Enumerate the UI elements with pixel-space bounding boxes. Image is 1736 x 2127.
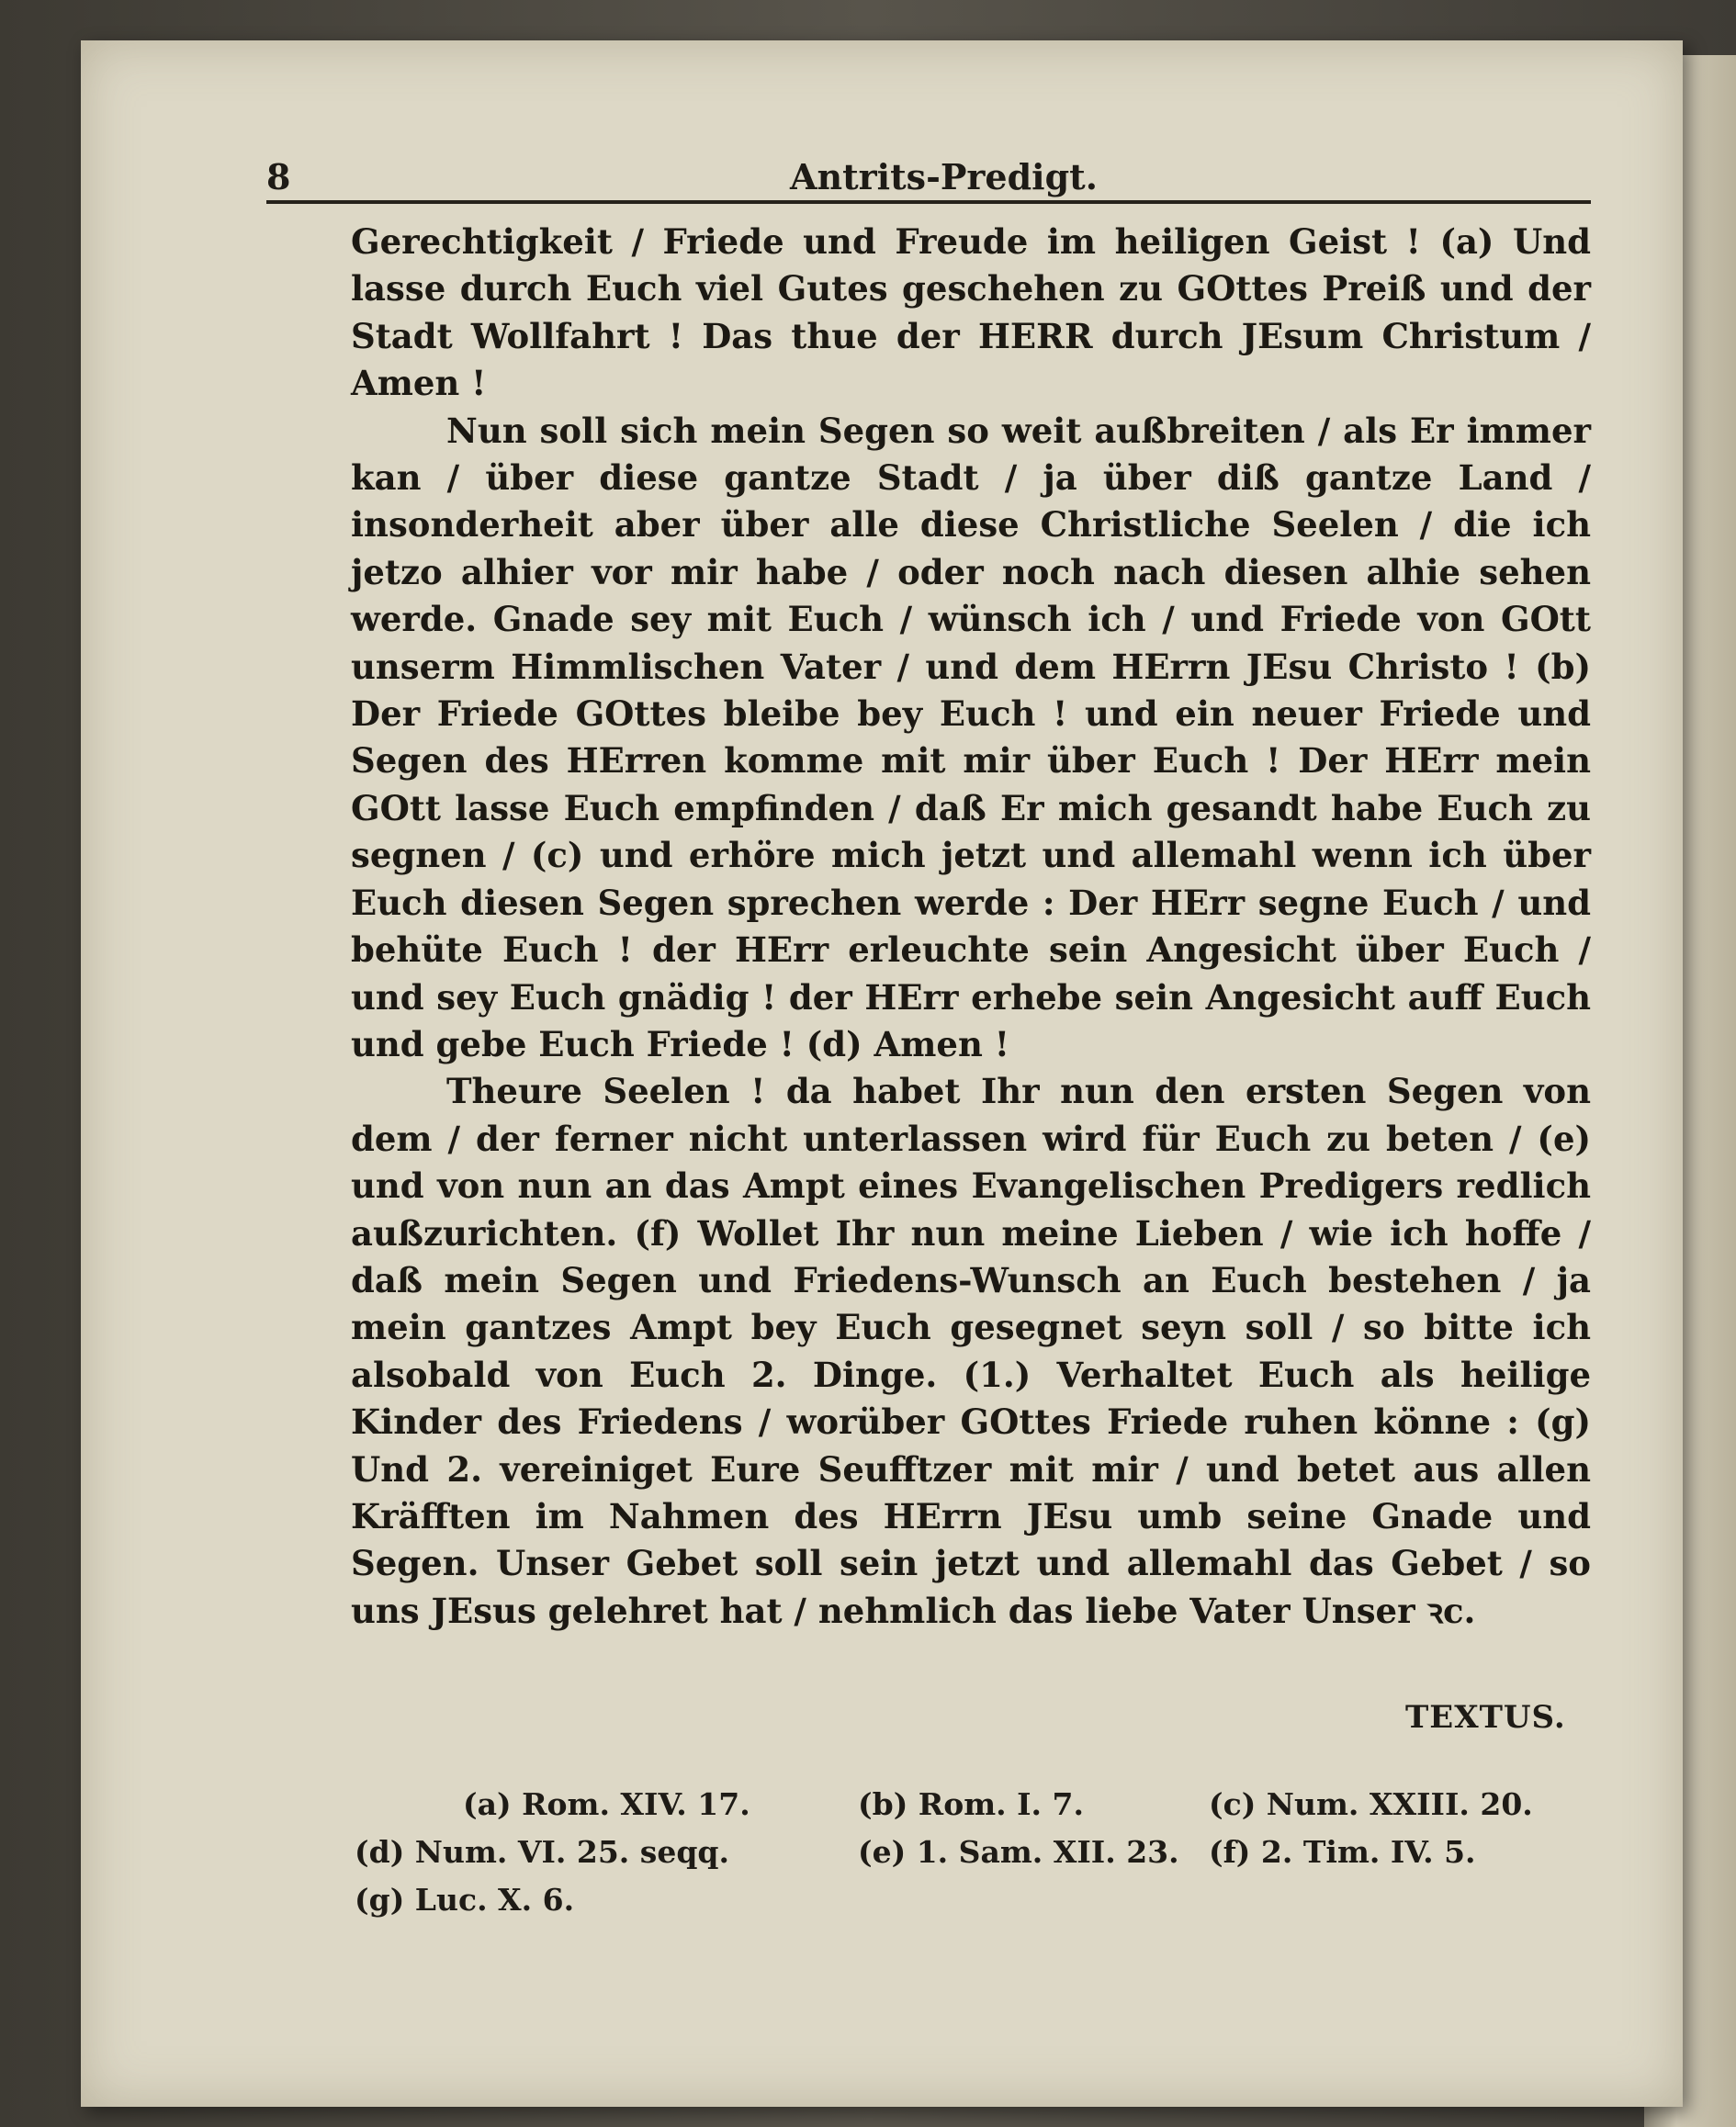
paragraph: Nun soll sich mein Segen so weit außbreiten / als Er immer kan / über diese gantze Stadt / ja über diß gantze Land / insonderheit aber über alle diese Christliche Seelen / die ich jetzo alhier vor mir habe / oder noch nach diesen alhie sehen werde. Gnade sey mit Euch / wünsch ich / und Friede von GOtt unserm Himmlischen Vater / und dem HErrn JEsu Christo ! (b) Der Friede GOttes bleibe bey Euch ! und ein neuer Friede und Segen des HErren komme mit mir über Euch ! Der HErr mein GOtt lasse Euch empfinden / daß Er mich gesandt habe Euch zu segnen / (c) und erhöre mich jetzt und allemahl wenn ich über Euch diesen Segen sprechen werde : Der HErr segne Euch / und behüte Euch ! der HErr erleuchte sein Angesicht über Euch / und sey Euch gnädig ! der HErr erhebe sein Angesicht auff Euch und gebe Euch Friede ! (d) Amen ! (351, 410, 1591, 1064)
textus-heading: TEXTUS. (1405, 1699, 1566, 1736)
footnote-c: (c) Num. XXIII. 20. (1209, 1786, 1533, 1822)
footnote-f: (f) 2. Tim. IV. 5. (1209, 1834, 1476, 1870)
footnote-row (355, 1786, 1595, 1834)
footnote-a: (a) Rom. XIV. 17. (463, 1786, 750, 1822)
page-number: 8 (266, 156, 291, 197)
footnotes (355, 1786, 1595, 1930)
paragraph: Theure Seelen ! da habet Ihr nun den ersten Segen von dem / der ferner nicht unterlassen wird für Euch zu beten / (e) und von nun an das Ampt eines Evangelischen Predigers redlich außzurichten. (f) Wollet Ihr nun meine Lieben / wie ich hoffe / daß mein Segen und Friedens-Wunsch an Euch bestehen / ja mein gantzes Ampt bey Euch gesegnet seyn soll / so bitte ich alsobald von Euch 2. Dinge. (1.) Verhaltet Euch als heilige Kinder des Friedens / worüber GOttes Friede ruhen könne : (g) Und 2. vereiniget Eure Seufftzer mit mir / und betet aus allen Kräfften im Nahmen des HErrn JEsu umb seine Gnade und Segen. Unser Gebet soll sein jetzt und allemahl das Gebet / so uns JEsus gelehret hat / nehmlich das liebe Vater Unser ꝛc. (351, 1071, 1591, 1631)
paragraph: Gerechtigkeit / Friede und Freude im heiligen Geist ! (a) Und lasse durch Euch viel Gutes geschehen zu GOttes Preiß und der Stadt Wollfahrt ! Das thue der HERR durch JEsum Christum / Amen ! (351, 221, 1591, 404)
footnote-row (355, 1834, 1595, 1882)
footnote-row (355, 1882, 1595, 1930)
page-header (266, 156, 1598, 204)
footnote-g: (g) Luc. X. 6. (355, 1882, 575, 1918)
body-text (351, 219, 1591, 1635)
header-rule (266, 200, 1591, 204)
footnote-d: (d) Num. VI. 25. seqq. (355, 1834, 729, 1870)
footnote-b: (b) Rom. I. 7. (858, 1786, 1084, 1822)
footnote-e: (e) 1. Sam. XII. 23. (858, 1834, 1179, 1870)
running-title: Antrits-Predigt. (790, 156, 1098, 197)
